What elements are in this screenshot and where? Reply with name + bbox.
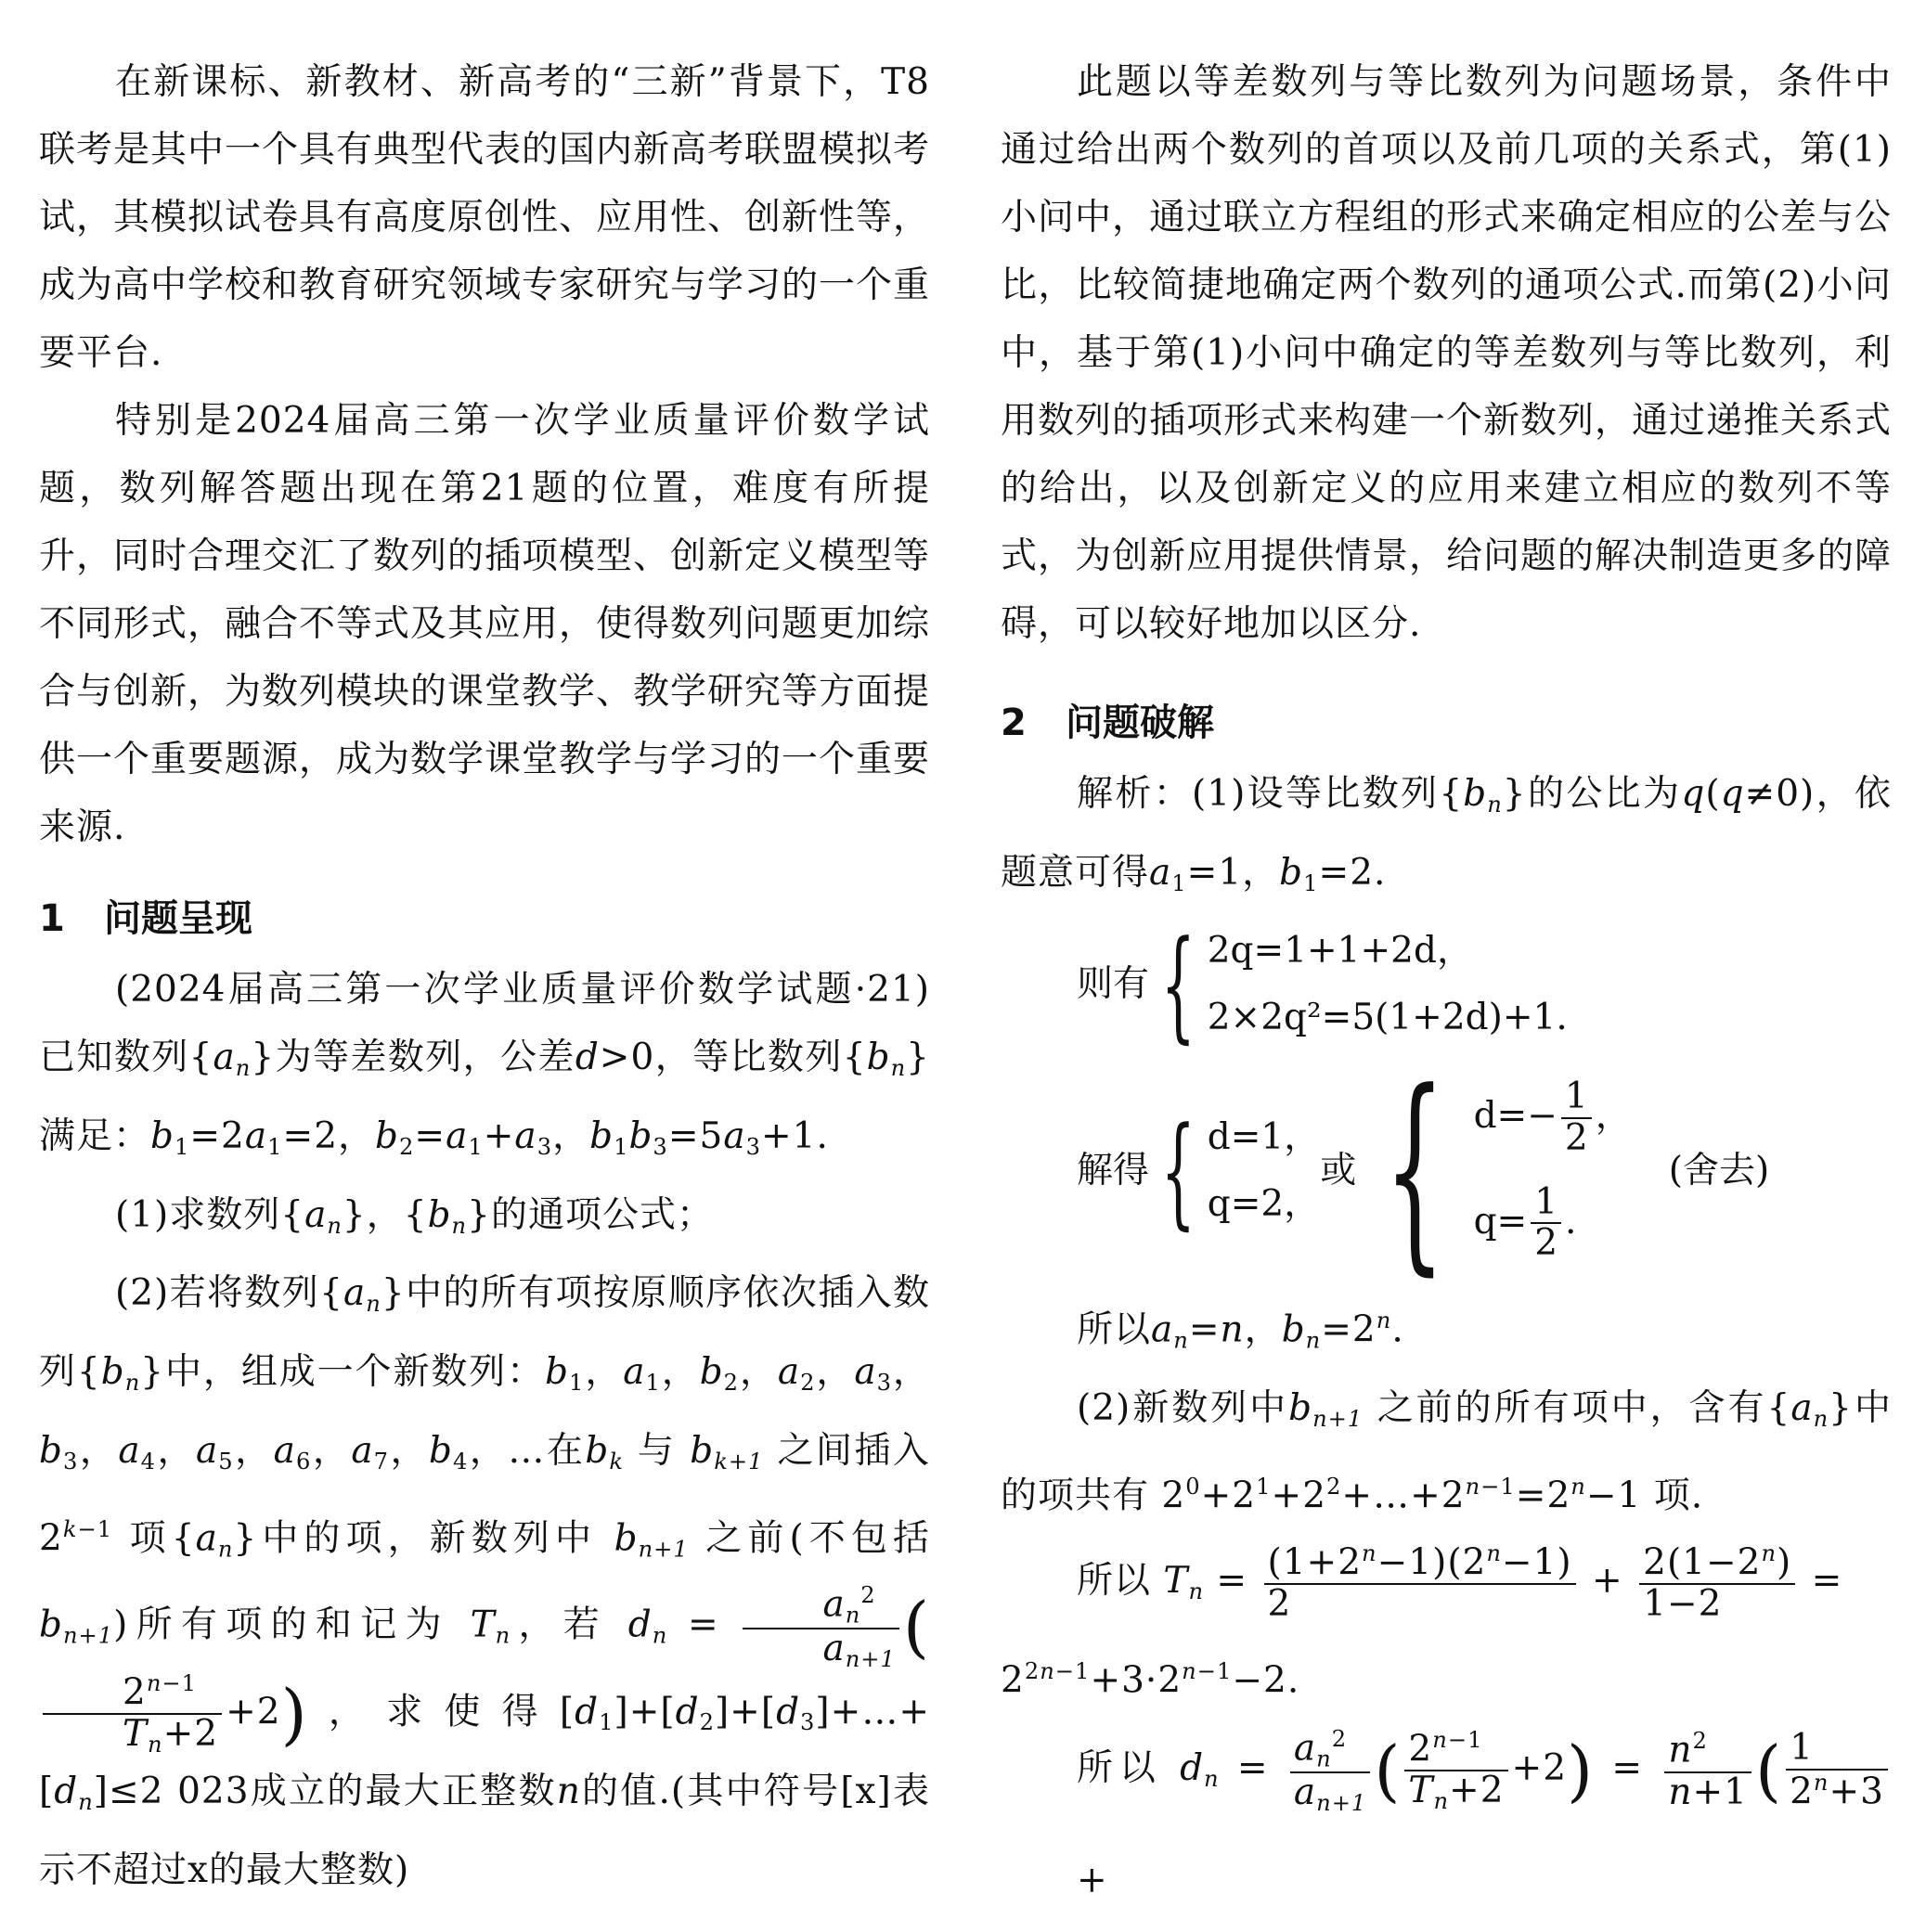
section-1-number: 1: [39, 897, 65, 940]
intro-paragraph-1: 在新课标、新教材、新高考的“三新”背景下，T8联考是其中一个具有典型代表的国内新高考联盟模拟考试，其模拟试卷具有高度原创性、应用性、创新性等，成为高中学校和教育研究领域专家研究与学习的一个重要平台.: [39, 61, 931, 374]
equation-solutions: 解得 { d=1， q=2， 或 { d=− $\frac{1}{2}$ ， q= $\frac{1}{2}$ . (舍去): [1077, 1046, 1770, 1294]
solution-Tn: 所以 $T_n$ = $\frac{(1+2^n-1)(2^n-1)}{2}$ + $\frac{2(1-2^n)}{1-2}$ =: [1077, 1539, 1843, 1626]
analysis-paragraph: 此题以等差数列与等比数列为问题场景，条件中通过给出两个数列的首项以及前几项的关系式，第(1)小问中，通过联立方程组的形式来确定相应的公差与公比，比较简捷地确定两个数列的通项公式.而第(2)小问中，基于第(1)小问中确定的等差数列与等比数列，利用数列的插项形式来构建一个新数列，通过递推关系式的给出，以及创新定义的应用来建立相应的数列不等式，为创新应用提供情景，给问题的解决制造更多的障碍，可以较好地加以区分.: [1001, 61, 1893, 645]
solution-dn: 所以 $d_n$ = $\frac{a_n^2}{a_{n+1}}$ ( $\frac{2^{n-1}}{T_n+2}$ +2) = $\frac{n^2}{n+1}$ ( $\frac{1}{2^n+3}$ +: [1001, 1718, 1892, 1932]
problem-part-2: (2)若将数列$\{a_n\}$中的所有项按原顺序依次插入数列$\{b_n\}$中，组成一个新数列：b1，a1，b2，a2，a3，b3，a4，a5，a6，a7，b4，…在$b_k$ 与 $b_{k+1}$ 之间插入 $2^{k-1}$ 项$\{a_n\}$中的项，新数列中 $b_{n+1}$ 之前(不包括 $b_{n+1}$)所有项的和记为 $T_n$，若 $d_n$ = $\frac{a_n^2}{a_{n+1}}$ ( $\frac{2^{n-1}}{T_n+2}$ +2)，求使得$[d1]+[d2]+[d3]+\dots+[d_n]\le 2$ 023成立的最大正整数n的值.(其中符号[x]表示不超过x的最大整数): [39, 1272, 930, 1891]
equation-system-1: 则有 { 2q=1+1+2d， 2×2q²=5(1+2d)+1.: [1077, 913, 1568, 1055]
problem-part-1: (1)求数列$\{a_n\}$，$\{b_n\}$的通项公式；: [115, 1193, 714, 1239]
section-1-heading: [39, 882, 930, 956]
solution-part-2-count: (2)新数列中$b_{n+1}$ 之前的所有项中，含有$\{a_n\}$中的项共有 $2^0+2^1+2^2+\dots+2^{n-1}=2^n-1$ 项.: [1001, 1386, 1892, 1517]
problem-statement: (2024届高三第一次学业质量评价数学试题·21)已知数列$\{a_n\}$为等差数列，公差d>0，等比数列$\{b_n\}$满足：b1=2a1=2，b2=a1+a3，b1b3=5a3+1.: [39, 969, 930, 1160]
right-column: [1001, 48, 1892, 1932]
section-2-heading: [1001, 686, 1892, 760]
section-1-title: 问题呈现: [104, 897, 252, 940]
left-column: [39, 48, 930, 1904]
section-2-number: 2: [1001, 702, 1027, 744]
intro-paragraph-2: 特别是2024届高三第一次学业质量评价数学试题，数列解答题出现在第21题的位置，难度有所提升，同时合理交汇了数列的插项模型、创新定义模型等不同形式，融合不等式及其应用，使得数列问题更加综合与创新，为数列模块的课堂教学、教学研究等方面提供一个重要题源，成为数学课堂教学与学习的一个重要来源.: [39, 400, 931, 848]
dn-fraction: $\frac{a_n^2}{a_{n+1}}$: [743, 1583, 898, 1671]
section-2-title: 问题破解: [1066, 702, 1214, 744]
solution-part-1-intro: 解析：(1)设等比数列$\{b_n\}$的公比为q(q≠0)，依题意可得a1=1，b1=2.: [1001, 773, 1892, 896]
solution-Tn-result: $2^{2n-1}+3\cdot 2^{n-1}-2$.: [1001, 1657, 1300, 1702]
solution-general-terms: 所以$a_n=n$，$b_n=2^n$.: [1077, 1307, 1404, 1353]
